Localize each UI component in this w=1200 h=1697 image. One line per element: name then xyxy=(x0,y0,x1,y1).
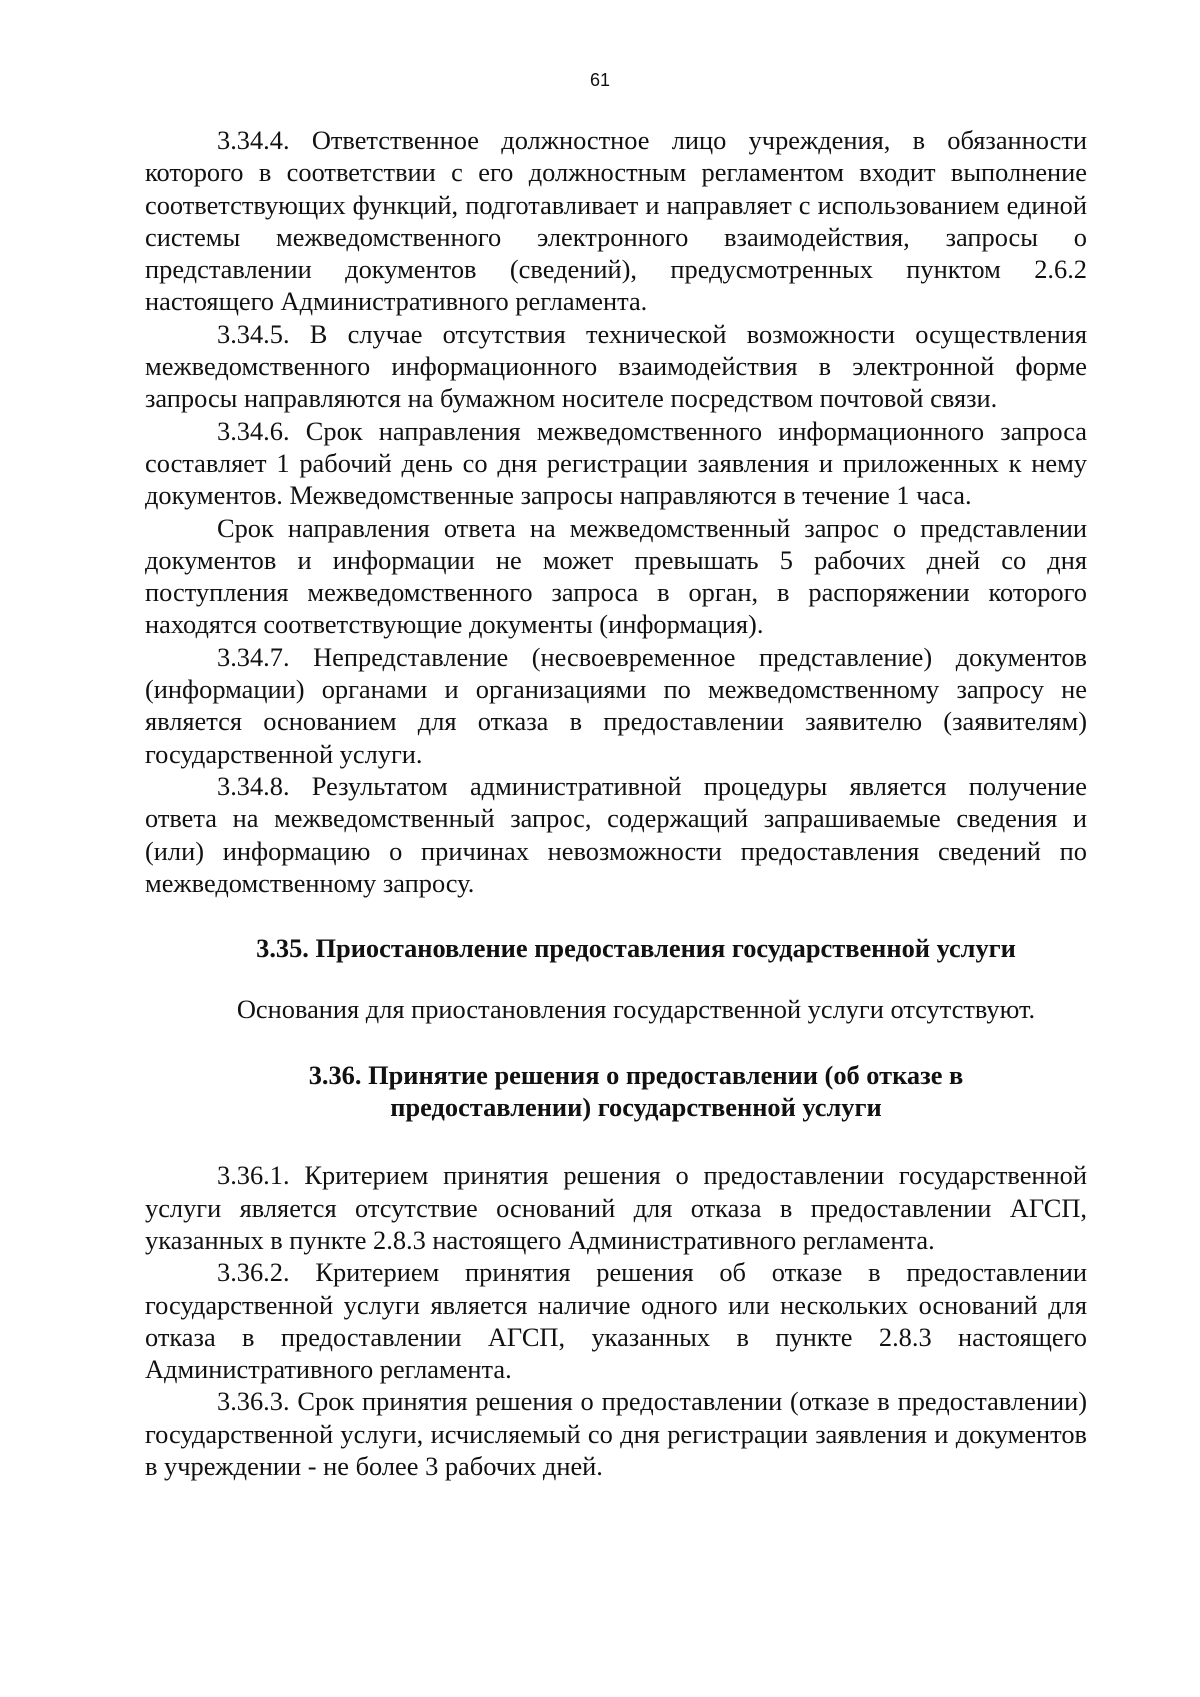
paragraph-3-34-4: 3.34.4. Ответственное должностное лицо учреждения, в обязанности которого в соответствии с его должностным регламентом входит выполнение соответствующих функций, подготавливает и направляет с использованием единой системы межведомственного электронного взаимодействия, запросы о представлении документов (сведений), предусмотренных пунктом 2.6.2 настоящего Административного регламента. xyxy=(145,125,1087,317)
paragraph-3-36-3: 3.36.3. Срок принятия решения о предоставлении (отказе в предоставлении) государственной услуги, исчисляемый со дня регистрации заявления и документов в учреждении - не более 3 рабочих дней. xyxy=(145,1386,1087,1481)
paragraph-3-36-2: 3.36.2. Критерием принятия решения об отказе в предоставлении государственной услуги является наличие одного или нескольких оснований для отказа в предоставлении АГСП, указанных в пункте 2.8.3 настоящего Административного регламента. xyxy=(145,1257,1087,1385)
section-heading-3-36-line2: предоставлении) государственной услуги xyxy=(390,1092,882,1123)
paragraph-3-34-5: 3.34.5. В случае отсутствия технической возможности осуществления межведомственного информационного взаимодействия в электронной форме запросы направляются на бумажном носителе посредством почтовой связи. xyxy=(145,318,1087,414)
paragraph-3-34-7: 3.34.7. Непредставление (несвоевременное представление) документов (информации) органами и организациями по межведомственному запросу не является основанием для отказа в предоставлении заявителю (заявителям) государственной услуги. xyxy=(145,641,1087,769)
section-heading-3-36 xyxy=(145,1059,1087,1124)
paragraph-3-34-6: 3.34.6. Срок направления межведомственного информационного запроса составляет 1 рабочий день со дня регистрации заявления и приложенных к нему документов. Межведомственные запросы направляются в течение 1 часа. xyxy=(145,415,1087,511)
paragraph-response-deadline: Срок направления ответа на межведомственный запрос о представлении документов и информации не может превышать 5 рабочих дней со дня поступления межведомственного запроса в орган, в распоряжении которого находятся соответствующие документы (информация). xyxy=(145,512,1087,640)
paragraph-3-36-1: 3.36.1. Критерием принятия решения о предоставлении государственной услуги является отсутствие оснований для отказа в предоставлении АГСП, указанных в пункте 2.8.3 настоящего Административного регламента. xyxy=(145,1160,1087,1255)
section-note-3-35: Основания для приостановления государственной услуги отсутствуют. xyxy=(236,994,1036,1025)
page-number: 61 xyxy=(589,70,611,90)
document-body xyxy=(145,124,1087,1482)
section-heading-3-36-line1: 3.36. Принятие решения о предоставлении (об отказе в xyxy=(308,1059,964,1090)
section-heading-3-35: 3.35. Приостановление предоставления государственной услуги xyxy=(256,933,1016,964)
paragraph-3-34-8: 3.34.8. Результатом административной процедуры является получение ответа на межведомственный запрос, содержащий запрашиваемые сведения и (или) информацию о причинах невозможности предоставления сведений по межведомственному запросу. xyxy=(145,770,1087,898)
